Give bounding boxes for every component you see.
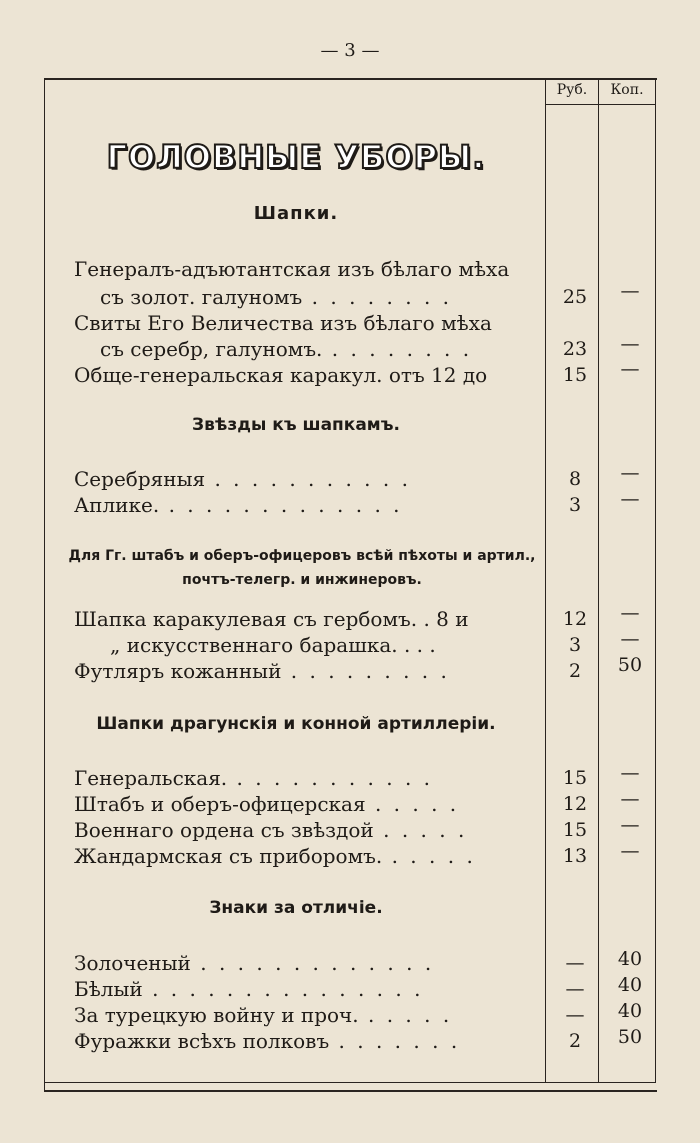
item-name: Генералъ-адъютантская изъ бѣлаго мѣха xyxy=(74,257,510,281)
item-name: съ серебр, галуномъ. xyxy=(100,337,323,361)
leader-dots: . . . . . . . . . xyxy=(281,659,450,683)
price-kop: — xyxy=(620,788,640,810)
section-heading: Шапки. xyxy=(253,203,339,224)
item-name: Серебряныя xyxy=(74,467,206,491)
leader-dots: . . . . . . . . . . . . . xyxy=(190,951,435,975)
price-kop: — xyxy=(620,280,640,302)
price-kop: — xyxy=(620,602,640,624)
price-rub: 2 xyxy=(568,660,582,682)
item-name: Свиты Его Величества изъ бѣлаго мѣха xyxy=(74,311,492,335)
price-rub: 2 xyxy=(568,1030,582,1052)
header-rule xyxy=(545,104,656,105)
list-item xyxy=(74,1028,544,1054)
price-kop: — xyxy=(620,488,640,510)
list-item xyxy=(74,256,544,282)
item-name: Генеральская. xyxy=(74,766,228,790)
item-name: Бѣлый xyxy=(74,977,143,1001)
page-title: ГОЛОВНЫЕ УБОРЫ. xyxy=(106,138,486,176)
item-name: Военнаго ордена съ звѣздой xyxy=(74,818,374,842)
price-rub: 3 xyxy=(568,494,582,516)
price-kop: — xyxy=(620,762,640,784)
item-name: Штабъ и оберъ-офицерская xyxy=(74,792,366,816)
column-divider-right xyxy=(655,80,656,1082)
price-rub: 15 xyxy=(562,819,588,841)
item-name: За турецкую войну и проч. xyxy=(74,1003,359,1027)
list-item xyxy=(74,362,544,388)
leader-dots: . . . . . . . . . . . . . . . xyxy=(142,977,424,1001)
leader-dots: . . . . . xyxy=(382,844,476,868)
list-item xyxy=(74,606,544,632)
leader-dots: . . . . . xyxy=(365,792,460,816)
list-item xyxy=(100,284,570,310)
price-kop: — xyxy=(620,462,640,484)
list-item xyxy=(110,632,580,658)
list-item xyxy=(74,492,544,518)
column-header-rub: Руб. xyxy=(556,82,588,98)
leader-dots: . . . . . . . xyxy=(329,1029,461,1053)
item-name: „ искусственнаго барашка. . . . xyxy=(110,633,436,657)
price-rub: 12 xyxy=(562,793,588,815)
item-name: Аплике. xyxy=(74,493,160,517)
item-name: Фуражки всѣхъ полковъ xyxy=(74,1029,330,1053)
section-heading: Для Гг. штабъ и оберъ-офицеровъ всѣй пѣхоты и артил., почтъ-телегр. и инжинеровъ. xyxy=(68,548,536,588)
price-kop: 40 xyxy=(617,974,643,996)
item-name: Жандармская съ приборомъ. xyxy=(74,844,383,868)
list-item xyxy=(74,843,544,869)
column-divider-rub xyxy=(545,80,546,1082)
list-item xyxy=(74,1002,544,1028)
item-name: Футляръ кожанный xyxy=(74,659,282,683)
leader-dots: . . . . . . . . . . . xyxy=(205,467,411,491)
price-rub: 8 xyxy=(568,468,582,490)
price-kop: 50 xyxy=(617,654,643,676)
list-item xyxy=(100,336,570,362)
price-rub: — xyxy=(565,978,585,1000)
item-name: Обще-генеральская каракул. отъ 12 до xyxy=(74,363,488,387)
list-item xyxy=(74,765,544,791)
list-item xyxy=(74,817,544,843)
price-rub: — xyxy=(565,1004,585,1026)
leader-dots: . . . . . . . . . . . xyxy=(227,766,434,790)
leader-dots: . . . . . . . . . . . . . xyxy=(159,493,403,517)
price-rub: 25 xyxy=(562,286,588,308)
item-name: съ золот. галуномъ xyxy=(100,285,303,309)
section-heading: Звѣзды къ шапкамъ. xyxy=(192,415,400,435)
column-header-kop: Коп. xyxy=(610,82,644,98)
leader-dots: . . . . . . . . xyxy=(322,337,473,361)
price-kop: 40 xyxy=(617,948,643,970)
list-item xyxy=(74,658,544,684)
price-kop: — xyxy=(620,333,640,355)
list-item xyxy=(74,466,544,492)
list-item xyxy=(74,950,544,976)
price-rub: 15 xyxy=(562,767,588,789)
section-heading: Знаки за отличіе. xyxy=(209,898,383,918)
price-rub: 23 xyxy=(562,338,588,360)
price-rub: 15 xyxy=(562,364,588,386)
item-name: Золоченый xyxy=(74,951,191,975)
list-item xyxy=(74,791,544,817)
page-number: — 3 — xyxy=(320,40,380,61)
price-rub: 3 xyxy=(568,634,582,656)
item-name: Шапка каракулевая съ гербомъ. . 8 и xyxy=(74,607,469,631)
leader-dots: . . . . . xyxy=(373,818,468,842)
price-kop: — xyxy=(620,628,640,650)
price-kop: — xyxy=(620,840,640,862)
price-rub: 13 xyxy=(562,845,588,867)
leader-dots: . . . . . xyxy=(358,1003,453,1027)
price-kop: — xyxy=(620,814,640,836)
list-item xyxy=(74,976,544,1002)
price-kop: — xyxy=(620,358,640,380)
price-kop: 40 xyxy=(617,1000,643,1022)
price-rub: 12 xyxy=(562,608,588,630)
column-divider-kop xyxy=(598,80,599,1082)
price-kop: 50 xyxy=(617,1026,643,1048)
bottom-rule xyxy=(44,1082,656,1083)
list-item xyxy=(74,310,544,336)
price-rub: — xyxy=(565,952,585,974)
section-heading: Шапки драгунскія и конной артиллеріи. xyxy=(96,714,496,734)
leader-dots: . . . . . . . . xyxy=(302,285,453,309)
